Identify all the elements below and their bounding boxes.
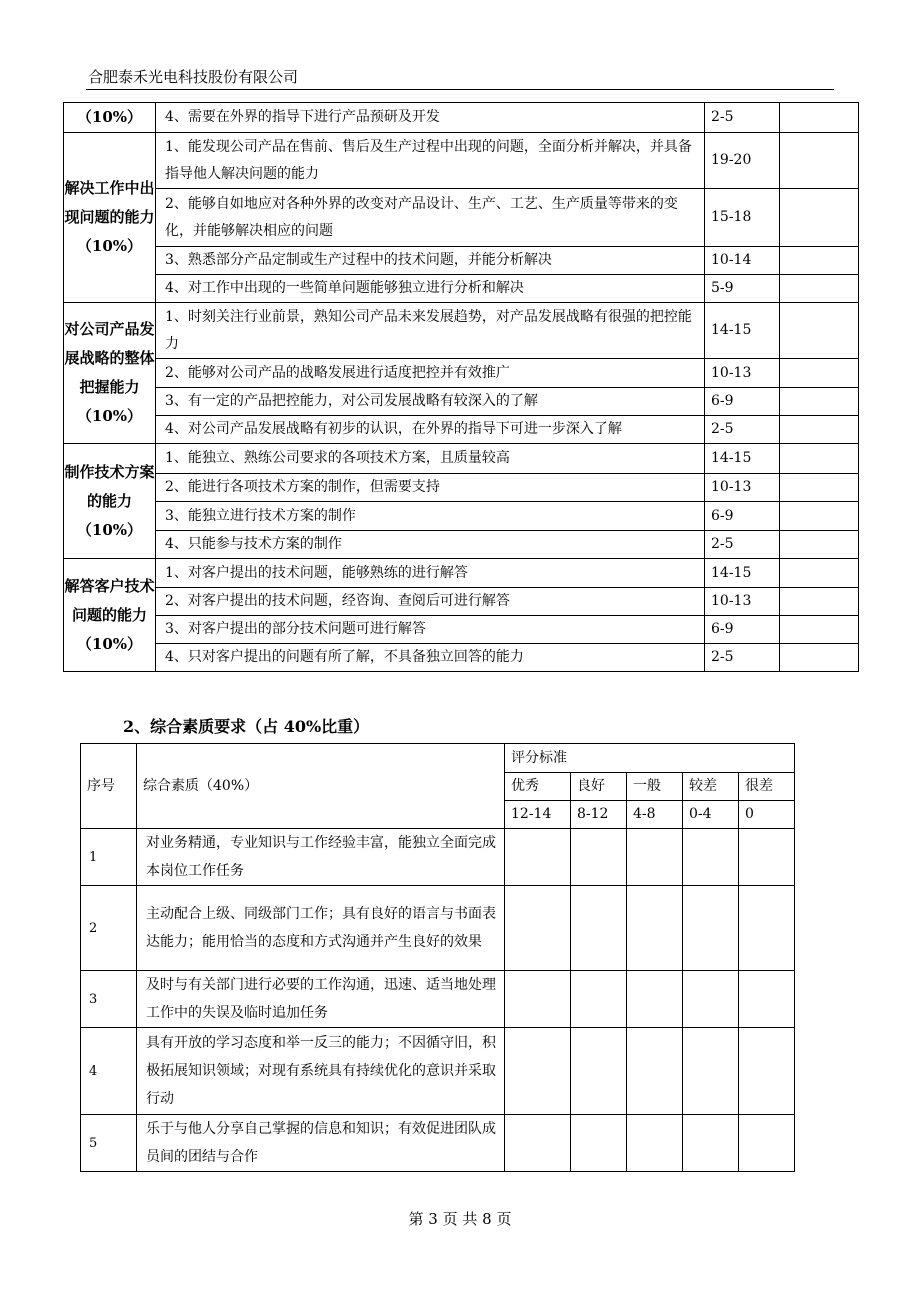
criteria-cell: 3、能独立进行技术方案的制作 bbox=[156, 502, 705, 531]
grade-cell[interactable] bbox=[505, 1115, 571, 1172]
criteria-cell: 2、能够自如地应对各种外界的改变对产品设计、生产、工艺、生产质量等带来的变化，并能够解决相应的问题 bbox=[156, 189, 705, 247]
criteria-cell: 1、时刻关注行业前景，熟知公司产品未来发展趋势，对产品发展战略有很强的把控能力 bbox=[156, 303, 705, 359]
grade-range: 8-12 bbox=[571, 801, 627, 829]
score-range-cell: 14-15 bbox=[705, 444, 780, 474]
row-number: 5 bbox=[81, 1115, 137, 1172]
score-input-cell[interactable] bbox=[780, 247, 859, 275]
score-range-cell: 2-5 bbox=[705, 416, 780, 444]
score-input-cell[interactable] bbox=[780, 559, 859, 588]
category-cell: 解决工作中出现问题的能力（10%） bbox=[64, 133, 156, 303]
quality-text: 具有开放的学习态度和举一反三的能力；不因循守旧，积极拓展知识领域；对现有系统具有持续优化的意识并采取行动 bbox=[137, 1028, 505, 1115]
score-range-cell: 2-5 bbox=[705, 644, 780, 672]
criteria-cell: 4、需要在外界的指导下进行产品预研及开发 bbox=[156, 103, 705, 133]
score-input-cell[interactable] bbox=[780, 359, 859, 388]
grade-cell[interactable] bbox=[571, 1115, 627, 1172]
category-cell: （10%） bbox=[64, 103, 156, 133]
quality-text: 主动配合上级、同级部门工作；具有良好的语言与书面表达能力；能用恰当的态度和方式沟通并产生良好的效果 bbox=[137, 886, 505, 971]
grade-cell[interactable] bbox=[627, 971, 683, 1028]
score-range-cell: 2-5 bbox=[705, 531, 780, 559]
category-cell: 解答客户技术问题的能力（10%） bbox=[64, 559, 156, 672]
score-input-cell[interactable] bbox=[780, 502, 859, 531]
row-number: 1 bbox=[81, 829, 137, 886]
score-range-cell: 5-9 bbox=[705, 275, 780, 303]
company-header: 合肥泰禾光电科技股份有限公司 bbox=[88, 68, 299, 86]
quality-text: 乐于与他人分享自己掌握的信息和知识；有效促进团队成员间的团结与合作 bbox=[137, 1115, 505, 1172]
score-range-cell: 10-13 bbox=[705, 359, 780, 388]
grade-cell[interactable] bbox=[683, 1028, 739, 1115]
score-input-cell[interactable] bbox=[780, 388, 859, 416]
score-range-cell: 6-9 bbox=[705, 502, 780, 531]
quality-text: 及时与有关部门进行必要的工作沟通，迅速、适当地处理工作中的失误及临时追加任务 bbox=[137, 971, 505, 1028]
criteria-cell: 2、能进行各项技术方案的制作，但需要支持 bbox=[156, 474, 705, 502]
grade-cell[interactable] bbox=[627, 1115, 683, 1172]
section-title: 2、综合素质要求（占 40%比重） bbox=[123, 717, 370, 736]
score-range-cell: 10-13 bbox=[705, 588, 780, 616]
criteria-cell: 2、对客户提出的技术问题，经咨询、查阅后可进行解答 bbox=[156, 588, 705, 616]
score-input-cell[interactable] bbox=[780, 133, 859, 189]
grade-cell[interactable] bbox=[627, 1028, 683, 1115]
grade-label: 优秀 bbox=[505, 773, 571, 801]
score-range-cell: 14-15 bbox=[705, 303, 780, 359]
criteria-cell: 4、对工作中出现的一些简单问题能够独立进行分析和解决 bbox=[156, 275, 705, 303]
grade-cell[interactable] bbox=[739, 971, 795, 1028]
skills-table bbox=[63, 102, 859, 672]
row-number: 3 bbox=[81, 971, 137, 1028]
col-header-no: 序号 bbox=[81, 744, 137, 829]
category-cell: 制作技术方案的能力（10%） bbox=[64, 444, 156, 559]
criteria-cell: 1、能发现公司产品在售前、售后及生产过程中出现的问题，全面分析并解决，并具备指导他人解决问题的能力 bbox=[156, 133, 705, 189]
quality-table bbox=[80, 743, 795, 1172]
grade-cell[interactable] bbox=[505, 1028, 571, 1115]
score-input-cell[interactable] bbox=[780, 189, 859, 247]
grade-label: 良好 bbox=[571, 773, 627, 801]
score-input-cell[interactable] bbox=[780, 474, 859, 502]
grade-cell[interactable] bbox=[571, 886, 627, 971]
grade-cell[interactable] bbox=[505, 829, 571, 886]
grade-range: 4-8 bbox=[627, 801, 683, 829]
grade-label: 较差 bbox=[683, 773, 739, 801]
score-input-cell[interactable] bbox=[780, 103, 859, 133]
grade-cell[interactable] bbox=[571, 971, 627, 1028]
grade-range: 0 bbox=[739, 801, 795, 829]
criteria-cell: 3、有一定的产品把控能力，对公司发展战略有较深入的了解 bbox=[156, 388, 705, 416]
criteria-cell: 1、能独立、熟练公司要求的各项技术方案，且质量较高 bbox=[156, 444, 705, 474]
criteria-cell: 4、对公司产品发展战略有初步的认识，在外界的指导下可进一步深入了解 bbox=[156, 416, 705, 444]
criteria-cell: 4、只能参与技术方案的制作 bbox=[156, 531, 705, 559]
score-range-cell: 14-15 bbox=[705, 559, 780, 588]
category-cell: 对公司产品发展战略的整体把握能力（10%） bbox=[64, 303, 156, 444]
grade-range: 12-14 bbox=[505, 801, 571, 829]
score-range-cell: 2-5 bbox=[705, 103, 780, 133]
grade-cell[interactable] bbox=[739, 886, 795, 971]
quality-text: 对业务精通，专业知识与工作经验丰富，能独立全面完成本岗位工作任务 bbox=[137, 829, 505, 886]
grade-range: 0-4 bbox=[683, 801, 739, 829]
score-input-cell[interactable] bbox=[780, 444, 859, 474]
criteria-cell: 4、只对客户提出的问题有所了解，不具备独立回答的能力 bbox=[156, 644, 705, 672]
grade-cell[interactable] bbox=[739, 1115, 795, 1172]
criteria-cell: 3、对客户提出的部分技术问题可进行解答 bbox=[156, 616, 705, 644]
header-divider bbox=[86, 89, 834, 90]
page-footer: 第 3 页 共 8 页 bbox=[408, 1210, 512, 1228]
grade-cell[interactable] bbox=[739, 1028, 795, 1115]
score-input-cell[interactable] bbox=[780, 616, 859, 644]
grade-cell[interactable] bbox=[683, 886, 739, 971]
score-input-cell[interactable] bbox=[780, 588, 859, 616]
score-range-cell: 10-13 bbox=[705, 474, 780, 502]
score-input-cell[interactable] bbox=[780, 531, 859, 559]
row-number: 2 bbox=[81, 886, 137, 971]
grade-cell[interactable] bbox=[627, 829, 683, 886]
grade-cell[interactable] bbox=[683, 1115, 739, 1172]
criteria-cell: 3、熟悉部分产品定制或生产过程中的技术问题，并能分析解决 bbox=[156, 247, 705, 275]
score-range-cell: 6-9 bbox=[705, 616, 780, 644]
grade-cell[interactable] bbox=[571, 829, 627, 886]
grade-cell[interactable] bbox=[683, 971, 739, 1028]
score-input-cell[interactable] bbox=[780, 275, 859, 303]
score-input-cell[interactable] bbox=[780, 303, 859, 359]
score-input-cell[interactable] bbox=[780, 416, 859, 444]
row-number: 4 bbox=[81, 1028, 137, 1115]
grade-cell[interactable] bbox=[505, 886, 571, 971]
criteria-cell: 2、能够对公司产品的战略发展进行适度把控并有效推广 bbox=[156, 359, 705, 388]
grade-cell[interactable] bbox=[683, 829, 739, 886]
grade-cell[interactable] bbox=[739, 829, 795, 886]
grade-label: 很差 bbox=[739, 773, 795, 801]
criteria-cell: 1、对客户提出的技术问题，能够熟练的进行解答 bbox=[156, 559, 705, 588]
grade-cell[interactable] bbox=[571, 1028, 627, 1115]
col-header-standard: 评分标准 bbox=[505, 744, 795, 773]
col-header-quality: 综合素质（40%） bbox=[137, 744, 505, 829]
grade-label: 一般 bbox=[627, 773, 683, 801]
score-input-cell[interactable] bbox=[780, 644, 859, 672]
score-range-cell: 15-18 bbox=[705, 189, 780, 247]
score-range-cell: 19-20 bbox=[705, 133, 780, 189]
grade-cell[interactable] bbox=[505, 971, 571, 1028]
grade-cell[interactable] bbox=[627, 886, 683, 971]
score-range-cell: 10-14 bbox=[705, 247, 780, 275]
score-range-cell: 6-9 bbox=[705, 388, 780, 416]
